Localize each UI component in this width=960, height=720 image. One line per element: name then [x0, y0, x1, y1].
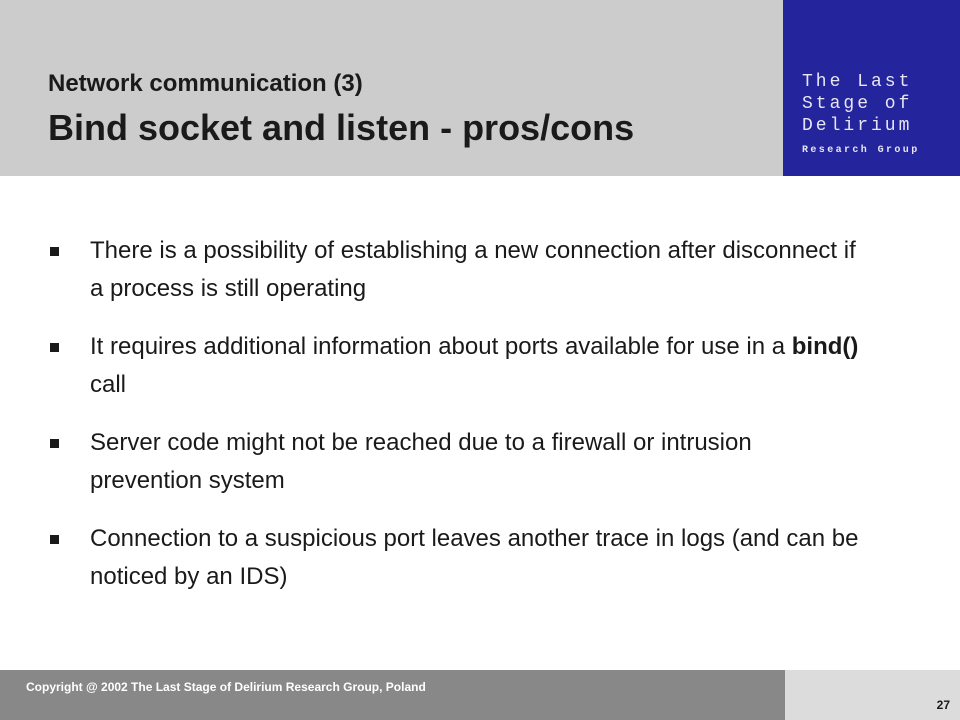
bullet-text: Server code might not be reached due to a firewall or intrusion prevention system	[90, 429, 752, 494]
bullet-text-tail: call	[90, 371, 127, 398]
logo	[783, 0, 960, 176]
square-bullet-icon	[50, 535, 59, 544]
bullet-code-term: bind()	[791, 333, 859, 360]
square-bullet-icon	[50, 247, 59, 256]
bullet-item	[50, 232, 870, 308]
slide-title: Bind socket and listen - pros/cons	[48, 107, 635, 148]
square-bullet-icon	[50, 343, 59, 352]
logo-line-1: The Last	[802, 72, 913, 92]
bullet-list	[50, 232, 870, 616]
square-bullet-icon	[50, 439, 59, 448]
footer-page-box	[785, 670, 960, 720]
bullet-text: Connection to a suspicious port leaves another trace in logs (and can be noticed by an IDS)	[90, 525, 859, 590]
bullet-text: There is a possibility of establishing a new connection after disconnect if a process is still operating	[90, 237, 856, 302]
bullet-item	[50, 424, 870, 500]
logo-line-2: Stage of	[802, 94, 913, 114]
bullet-text: It requires additional information about ports available for use in a	[90, 333, 792, 360]
bullet-item	[50, 328, 870, 404]
copyright-text: Copyright @ 2002 The Last Stage of Delirium Research Group, Poland	[26, 680, 426, 694]
slide-subtitle: Network communication (3)	[48, 70, 363, 97]
page-number: 27	[936, 698, 950, 712]
logo-line-3: Delirium	[802, 116, 913, 136]
footer-band	[0, 670, 785, 720]
bullet-item	[50, 520, 870, 596]
logo-line-4: Research Group	[802, 145, 920, 156]
header-band	[0, 0, 783, 176]
